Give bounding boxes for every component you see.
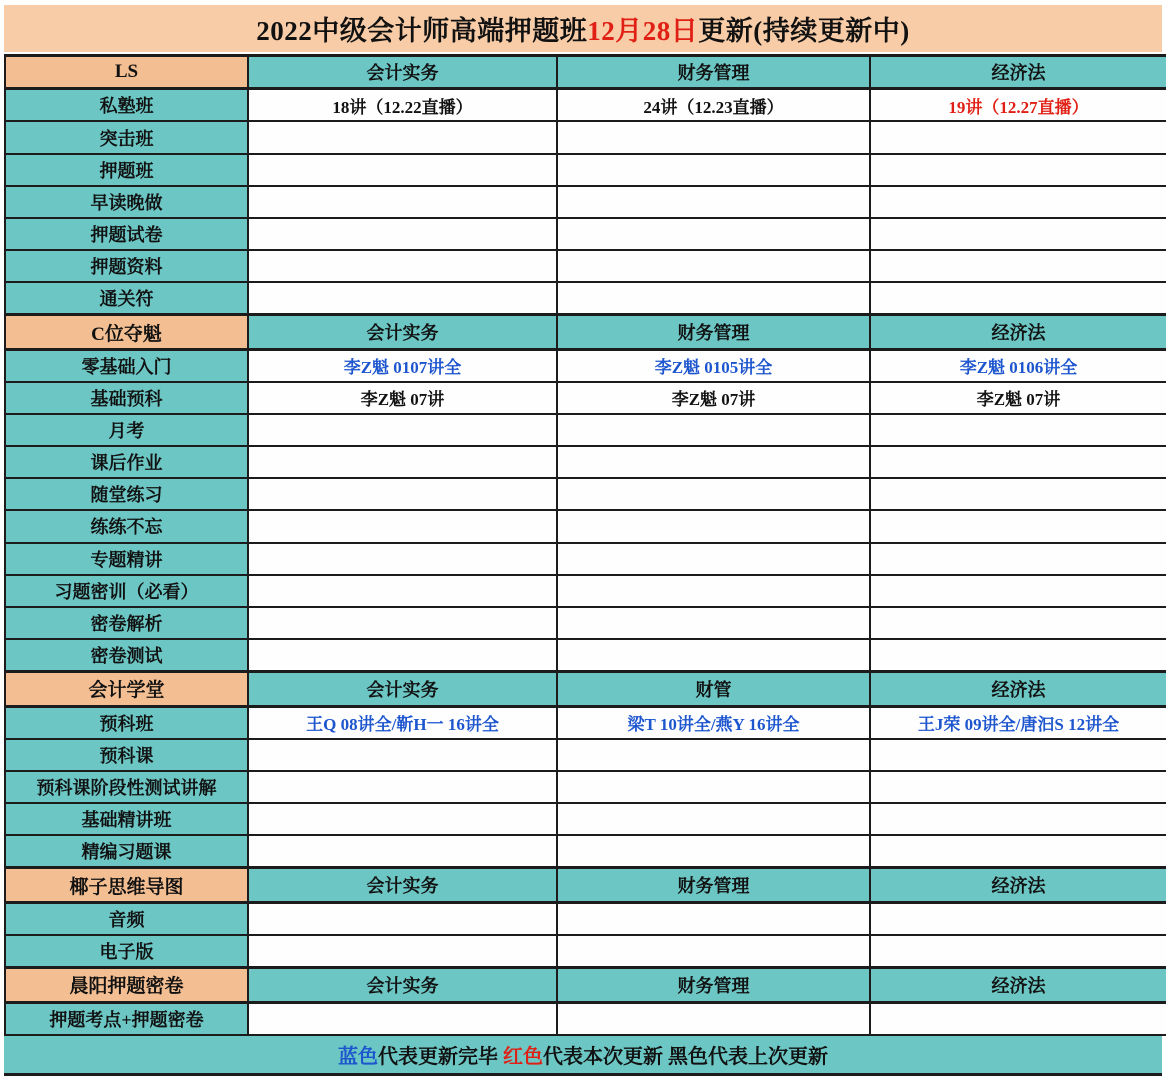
table-row [5,607,1166,639]
empty-cell [557,250,870,282]
table-row [5,835,1166,868]
empty-cell [248,803,557,835]
row-label-cell: 预科课阶段性测试讲解 [5,771,248,803]
empty-cell [248,835,557,868]
column-header-cell: 会计实务 [248,56,557,89]
empty-cell [248,607,557,639]
legend-segment: 蓝色 [338,1046,378,1068]
section-header-row [5,968,1166,1002]
table-row [5,414,1166,446]
legend-segment: 代表本次更新 黑色代表上次更新 [543,1046,828,1068]
column-header-cell: 财务管理 [557,56,870,89]
empty-cell [557,478,870,510]
empty-cell [248,575,557,607]
empty-cell [248,414,557,446]
table-row [5,510,1166,542]
empty-cell [557,218,870,250]
row-label-cell: 习题密训（必看） [5,575,248,607]
empty-cell [248,186,557,218]
table-row [5,478,1166,510]
empty-cell [870,121,1166,153]
row-label-cell: 预科班 [5,706,248,739]
empty-cell [870,935,1166,968]
column-header-cell: 会计实务 [248,672,557,706]
column-header-cell: 会计实务 [248,868,557,902]
title-segment: 12月28日 [587,16,699,46]
value-cell: 李Z魁 07讲 [248,382,557,414]
title-segment: 2022中级会计师高端押题班 [256,16,588,46]
row-label-cell: 电子版 [5,935,248,968]
value-cell: 梁T 10讲全/燕Y 16讲全 [557,706,870,739]
empty-cell [870,282,1166,315]
empty-cell [248,446,557,478]
empty-cell [870,803,1166,835]
schedule-table [4,54,1166,1036]
value-cell: 18讲（12.22直播） [248,89,557,122]
empty-cell [248,121,557,153]
value-cell: 24讲（12.23直播） [557,89,870,122]
row-label-cell: 通关符 [5,282,248,315]
row-label-cell: 押题班 [5,154,248,186]
empty-cell [557,739,870,771]
column-header-cell: 会计实务 [248,968,557,1002]
value-cell: 李Z魁 0105讲全 [557,349,870,382]
empty-cell [248,250,557,282]
section-title-cell: 晨阳押题密卷 [5,968,248,1002]
row-label-cell: 突击班 [5,121,248,153]
row-label-cell: 押题试卷 [5,218,248,250]
section-header-row [5,315,1166,349]
empty-cell [248,935,557,968]
row-label-cell: 押题资料 [5,250,248,282]
page-title [4,5,1162,52]
row-label-cell: 音频 [5,902,248,935]
column-header-cell: 经济法 [870,315,1166,349]
column-header-cell: 财务管理 [557,968,870,1002]
table-row [5,706,1166,739]
empty-cell [870,543,1166,575]
column-header-cell: 会计实务 [248,315,557,349]
empty-cell [248,771,557,803]
empty-cell [557,935,870,968]
column-header-cell: 财务管理 [557,315,870,349]
empty-cell [557,575,870,607]
column-header-cell: 财管 [557,672,870,706]
empty-cell [557,803,870,835]
row-label-cell: 课后作业 [5,446,248,478]
table-row [5,154,1166,186]
row-label-cell: 随堂练习 [5,478,248,510]
table-row [5,739,1166,771]
column-header-cell: 经济法 [870,968,1166,1002]
empty-cell [870,186,1166,218]
section-title-cell: LS [5,56,248,89]
table-row [5,771,1166,803]
column-header-cell: 财务管理 [557,868,870,902]
legend-segment: 红色 [503,1046,543,1068]
empty-cell [870,446,1166,478]
column-header-cell: 经济法 [870,672,1166,706]
row-label-cell: 密卷测试 [5,639,248,672]
empty-cell [557,121,870,153]
empty-cell [557,639,870,672]
row-label-cell: 基础预科 [5,382,248,414]
row-label-cell: 零基础入门 [5,349,248,382]
row-label-cell: 押题考点+押题密卷 [5,1002,248,1035]
empty-cell [870,250,1166,282]
empty-cell [557,414,870,446]
empty-cell [248,510,557,542]
empty-cell [870,414,1166,446]
table-row [5,349,1166,382]
legend-footer [4,1036,1162,1076]
empty-cell [870,902,1166,935]
table-row [5,1002,1166,1035]
empty-cell [557,282,870,315]
empty-cell [557,543,870,575]
empty-cell [557,607,870,639]
section-title-cell: C位夺魁 [5,315,248,349]
table-row [5,935,1166,968]
empty-cell [870,739,1166,771]
section-header-row [5,56,1166,89]
title-segment: 更新(持续更新中) [698,16,910,46]
table-row [5,121,1166,153]
value-cell: 李Z魁 0106讲全 [870,349,1166,382]
empty-cell [248,902,557,935]
row-label-cell: 练练不忘 [5,510,248,542]
table-row [5,575,1166,607]
value-cell: 李Z魁 07讲 [870,382,1166,414]
legend-segment: 代表更新完毕 [378,1046,503,1068]
empty-cell [248,739,557,771]
schedule-table-body [5,56,1166,1036]
empty-cell [557,446,870,478]
section-header-row [5,672,1166,706]
empty-cell [557,1002,870,1035]
table-row [5,639,1166,672]
table-row [5,282,1166,315]
section-header-row [5,868,1166,902]
table-row [5,382,1166,414]
table-row [5,803,1166,835]
empty-cell [248,1002,557,1035]
row-label-cell: 私塾班 [5,89,248,122]
section-title-cell: 椰子思维导图 [5,868,248,902]
value-cell: 李Z魁 0107讲全 [248,349,557,382]
value-cell: 19讲（12.27直播） [870,89,1166,122]
table-row [5,902,1166,935]
empty-cell [557,510,870,542]
table-row [5,186,1166,218]
empty-cell [248,543,557,575]
value-cell: 李Z魁 07讲 [557,382,870,414]
empty-cell [248,218,557,250]
empty-cell [870,478,1166,510]
row-label-cell: 预科课 [5,739,248,771]
empty-cell [870,835,1166,868]
empty-cell [248,478,557,510]
empty-cell [870,771,1166,803]
empty-cell [870,154,1166,186]
empty-cell [557,835,870,868]
row-label-cell: 月考 [5,414,248,446]
empty-cell [557,154,870,186]
table-row [5,543,1166,575]
empty-cell [248,282,557,315]
empty-cell [870,607,1166,639]
row-label-cell: 专题精讲 [5,543,248,575]
row-label-cell: 早读晚做 [5,186,248,218]
column-header-cell: 经济法 [870,56,1166,89]
row-label-cell: 密卷解析 [5,607,248,639]
value-cell: 王J荣 09讲全/唐汩S 12讲全 [870,706,1166,739]
row-label-cell: 精编习题课 [5,835,248,868]
empty-cell [870,575,1166,607]
column-header-cell: 经济法 [870,868,1166,902]
table-row [5,446,1166,478]
empty-cell [870,639,1166,672]
table-row [5,218,1166,250]
empty-cell [870,510,1166,542]
value-cell: 王Q 08讲全/靳H一 16讲全 [248,706,557,739]
empty-cell [870,218,1166,250]
empty-cell [248,154,557,186]
table-row [5,89,1166,122]
section-title-cell: 会计学堂 [5,672,248,706]
empty-cell [557,186,870,218]
empty-cell [557,902,870,935]
empty-cell [248,639,557,672]
table-row [5,250,1166,282]
empty-cell [557,771,870,803]
row-label-cell: 基础精讲班 [5,803,248,835]
empty-cell [870,1002,1166,1035]
